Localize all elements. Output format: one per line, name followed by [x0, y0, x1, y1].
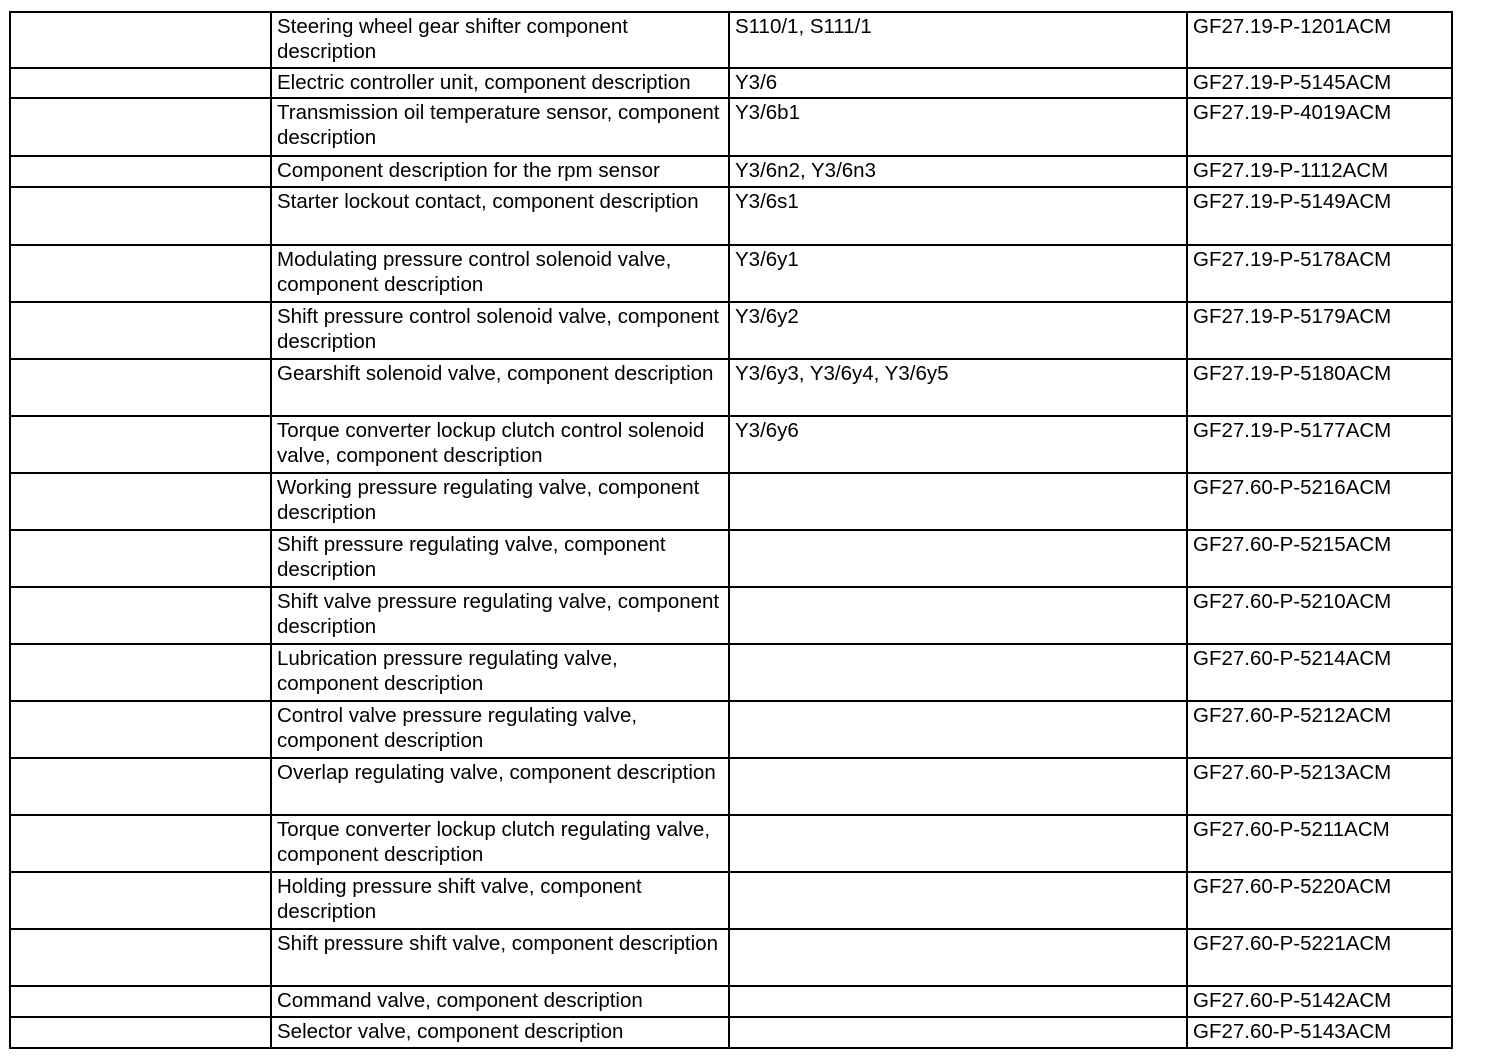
empty-cell [10, 302, 271, 359]
table-row [10, 473, 1452, 530]
description-cell: Torque converter lockup clutch regulating valve, component description [271, 815, 729, 872]
description-cell: Shift pressure shift valve, component description [271, 929, 729, 986]
components-cell [729, 587, 1187, 644]
empty-cell [10, 815, 271, 872]
description-cell: Torque converter lockup clutch control solenoid valve, component description [271, 416, 729, 473]
empty-cell [10, 68, 271, 98]
components-cell [729, 701, 1187, 758]
table-row [10, 701, 1452, 758]
components-cell [729, 1017, 1187, 1048]
description-cell: Starter lockout contact, component description [271, 187, 729, 245]
description-cell: Shift valve pressure regulating valve, component description [271, 587, 729, 644]
table-row [10, 187, 1452, 245]
table-row [10, 986, 1452, 1017]
table-row [10, 587, 1452, 644]
table-row [10, 302, 1452, 359]
description-cell: Command valve, component description [271, 986, 729, 1017]
document-cell: GF27.60-P-5210ACM [1187, 587, 1452, 644]
description-cell: Electric controller unit, component description [271, 68, 729, 98]
empty-cell [10, 12, 271, 68]
document-cell: GF27.60-P-5216ACM [1187, 473, 1452, 530]
document-cell: GF27.60-P-5142ACM [1187, 986, 1452, 1017]
table-row [10, 12, 1452, 68]
empty-cell [10, 416, 271, 473]
document-cell: GF27.19-P-1112ACM [1187, 156, 1452, 187]
components-cell [729, 644, 1187, 701]
document-cell: GF27.19-P-4019ACM [1187, 98, 1452, 156]
components-cell [729, 815, 1187, 872]
empty-cell [10, 701, 271, 758]
empty-cell [10, 929, 271, 986]
components-cell [729, 758, 1187, 815]
table-row [10, 758, 1452, 815]
table-row [10, 156, 1452, 187]
description-cell: Shift pressure regulating valve, component description [271, 530, 729, 587]
empty-cell [10, 530, 271, 587]
description-cell: Overlap regulating valve, component description [271, 758, 729, 815]
table-row [10, 530, 1452, 587]
description-cell: Component description for the rpm sensor [271, 156, 729, 187]
components-cell: Y3/6y2 [729, 302, 1187, 359]
empty-cell [10, 587, 271, 644]
component-table [9, 11, 1453, 1049]
description-cell: Gearshift solenoid valve, component description [271, 359, 729, 416]
document-cell: GF27.19-P-1201ACM [1187, 12, 1452, 68]
components-cell: Y3/6 [729, 68, 1187, 98]
empty-cell [10, 98, 271, 156]
table-row [10, 68, 1452, 98]
table-row [10, 644, 1452, 701]
document-cell: GF27.19-P-5178ACM [1187, 245, 1452, 302]
table-body [10, 12, 1452, 1048]
document-cell: GF27.60-P-5143ACM [1187, 1017, 1452, 1048]
table-row [10, 245, 1452, 302]
empty-cell [10, 473, 271, 530]
description-cell: Holding pressure shift valve, component description [271, 872, 729, 929]
document-cell: GF27.60-P-5221ACM [1187, 929, 1452, 986]
description-cell: Modulating pressure control solenoid valve, component description [271, 245, 729, 302]
table-row [10, 359, 1452, 416]
description-cell: Control valve pressure regulating valve, component description [271, 701, 729, 758]
components-cell: Y3/6s1 [729, 187, 1187, 245]
document-cell: GF27.19-P-5179ACM [1187, 302, 1452, 359]
document-cell: GF27.19-P-5145ACM [1187, 68, 1452, 98]
empty-cell [10, 359, 271, 416]
description-cell: Selector valve, component description [271, 1017, 729, 1048]
table-row [10, 929, 1452, 986]
table-row [10, 815, 1452, 872]
document-cell: GF27.60-P-5214ACM [1187, 644, 1452, 701]
empty-cell [10, 187, 271, 245]
components-cell: Y3/6y3, Y3/6y4, Y3/6y5 [729, 359, 1187, 416]
table-row [10, 416, 1452, 473]
empty-cell [10, 872, 271, 929]
components-cell: S110/1, S111/1 [729, 12, 1187, 68]
document-cell: GF27.60-P-5213ACM [1187, 758, 1452, 815]
empty-cell [10, 758, 271, 815]
document-cell: GF27.19-P-5149ACM [1187, 187, 1452, 245]
document-cell: GF27.19-P-5180ACM [1187, 359, 1452, 416]
table-row [10, 98, 1452, 156]
description-cell: Shift pressure control solenoid valve, component description [271, 302, 729, 359]
table-row [10, 1017, 1452, 1048]
empty-cell [10, 156, 271, 187]
document-cell: GF27.60-P-5220ACM [1187, 872, 1452, 929]
empty-cell [10, 1017, 271, 1048]
document-cell: GF27.60-P-5212ACM [1187, 701, 1452, 758]
empty-cell [10, 986, 271, 1017]
description-cell: Lubrication pressure regulating valve, component description [271, 644, 729, 701]
components-cell [729, 473, 1187, 530]
components-cell: Y3/6n2, Y3/6n3 [729, 156, 1187, 187]
components-cell: Y3/6b1 [729, 98, 1187, 156]
document-cell: GF27.19-P-5177ACM [1187, 416, 1452, 473]
document-cell: GF27.60-P-5211ACM [1187, 815, 1452, 872]
components-cell [729, 986, 1187, 1017]
empty-cell [10, 245, 271, 302]
description-cell: Transmission oil temperature sensor, component description [271, 98, 729, 156]
components-cell: Y3/6y1 [729, 245, 1187, 302]
components-cell: Y3/6y6 [729, 416, 1187, 473]
document-cell: GF27.60-P-5215ACM [1187, 530, 1452, 587]
empty-cell [10, 644, 271, 701]
components-cell [729, 872, 1187, 929]
description-cell: Working pressure regulating valve, component description [271, 473, 729, 530]
description-cell: Steering wheel gear shifter component description [271, 12, 729, 68]
components-cell [729, 929, 1187, 986]
table-row [10, 872, 1452, 929]
components-cell [729, 530, 1187, 587]
